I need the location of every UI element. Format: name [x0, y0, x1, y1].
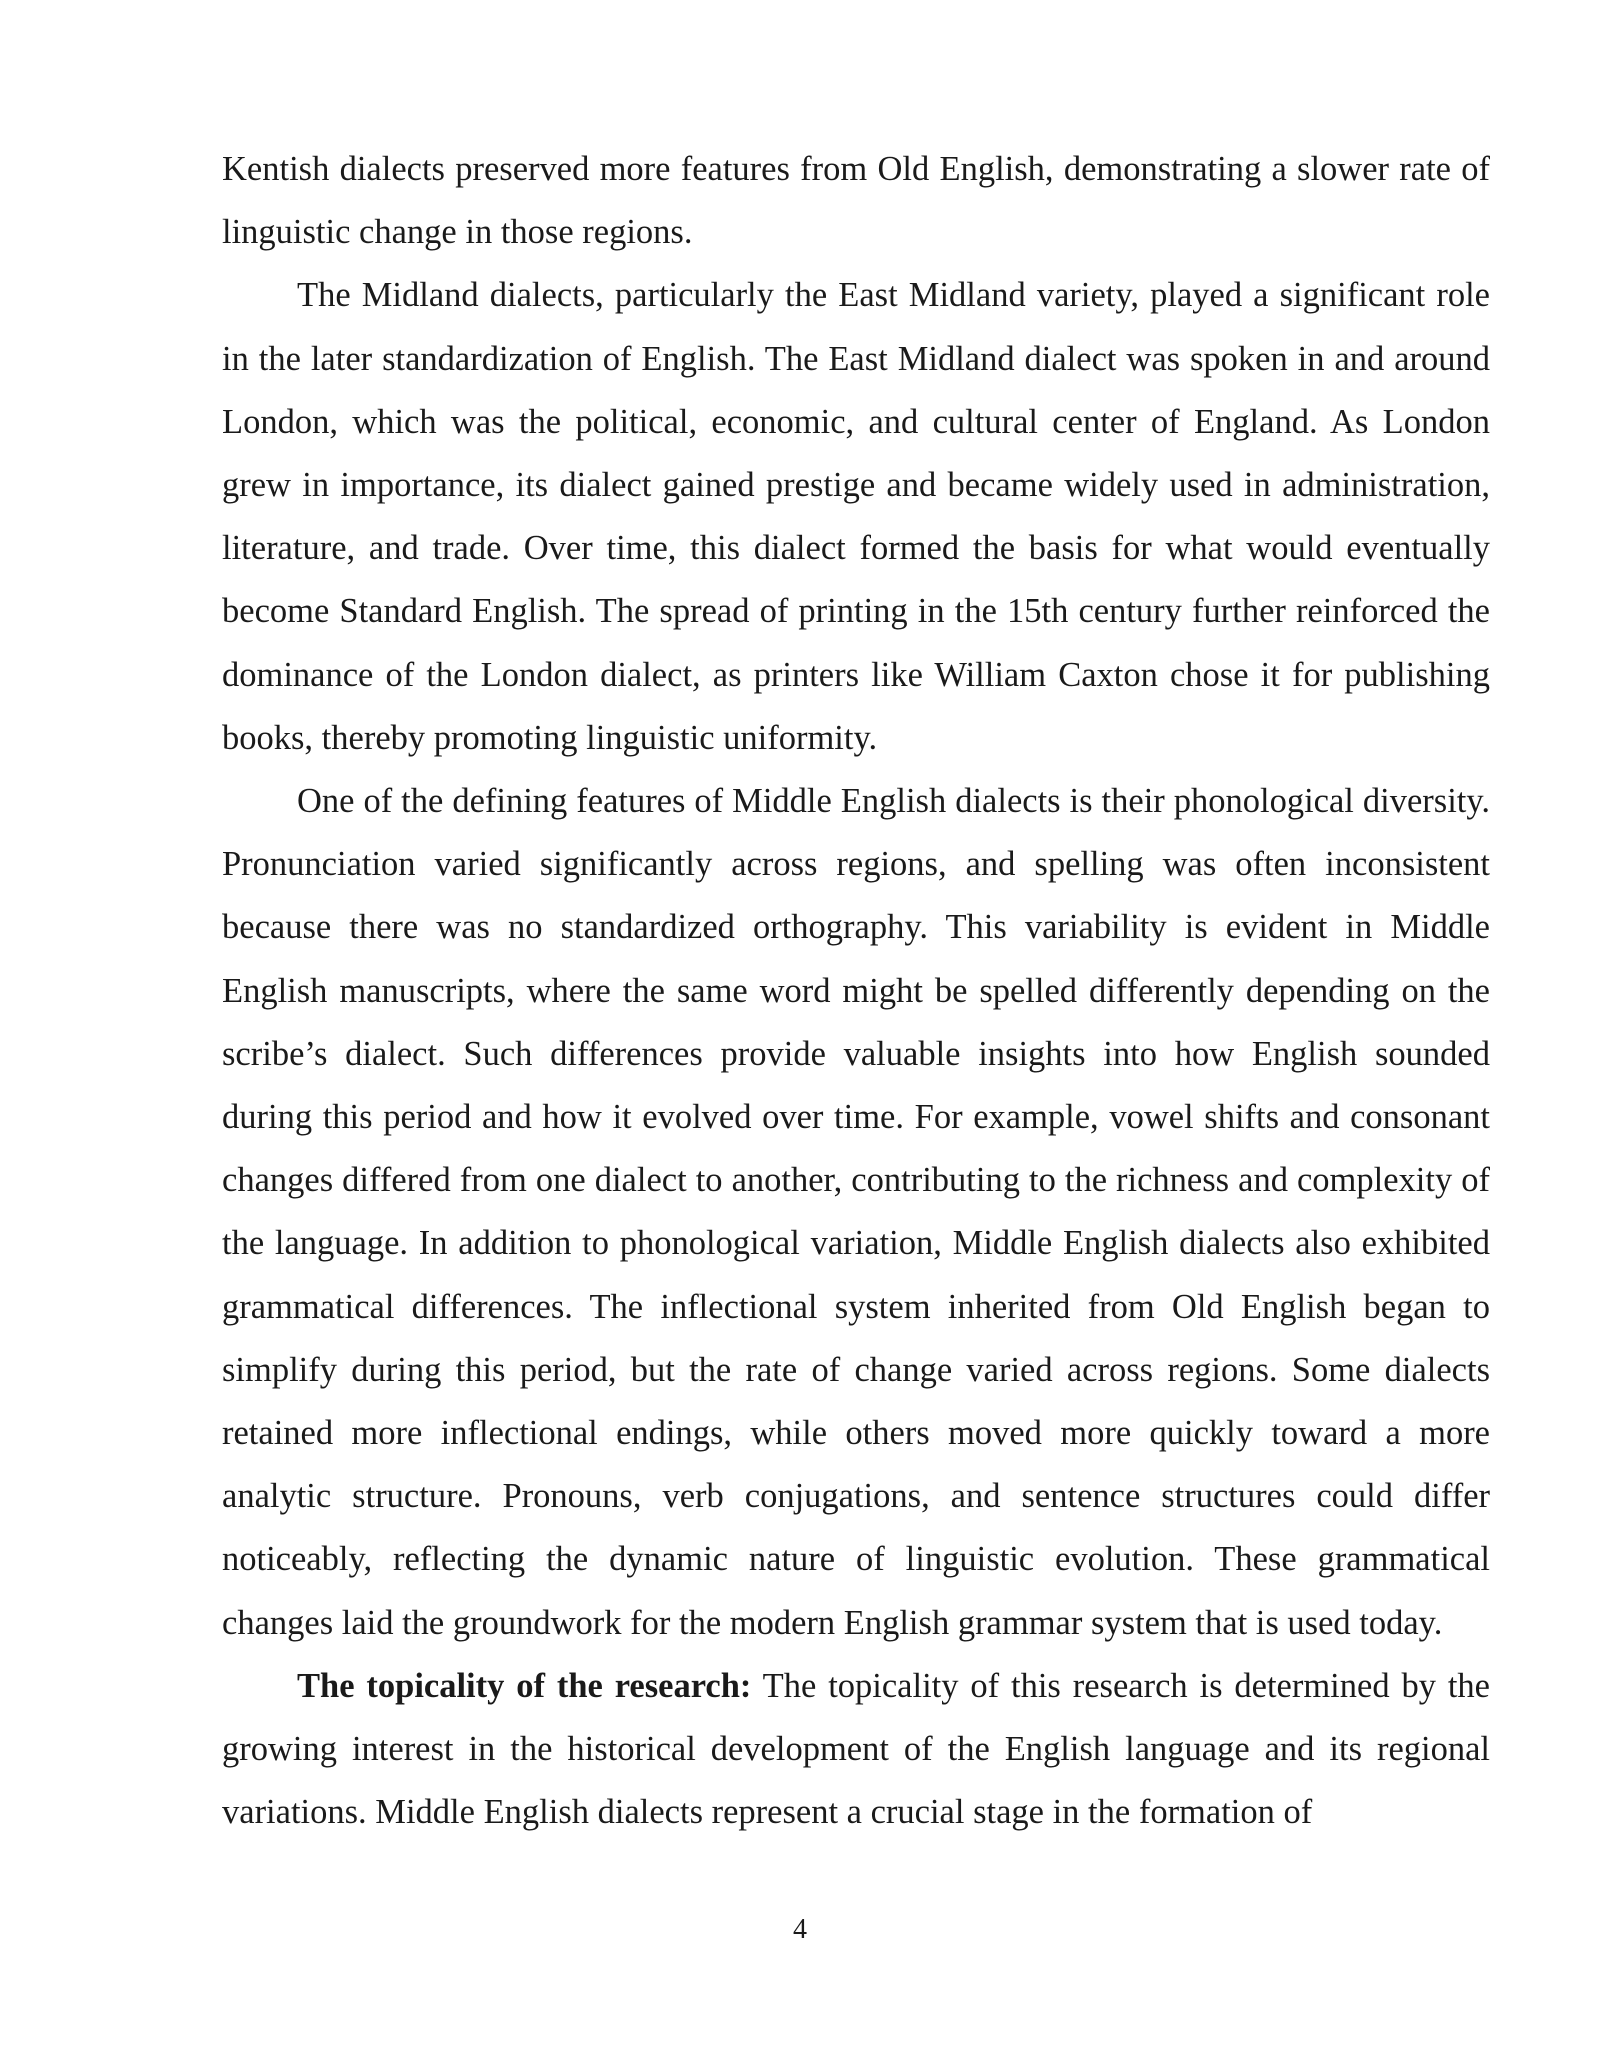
paragraph-2-text: The Midland dialects, particularly the East Midland variety, played a significant role in the later standardization of English. The East Midland dialect was spoken in and around London, which was the political, economic, and cultural center of England. As London grew in importance, its dialect gained prestige and became widely used in administration, literature, and trade. Over time, this dialect formed the basis for what would eventually become Standard English. The spread of printing in the 15th century further reinforced the dominance of the London dialect, as printers like William Caxton chose it for publishing books, thereby promoting linguistic uniformity. — [222, 276, 1490, 757]
paragraph-2 — [222, 264, 1490, 770]
body-text — [222, 138, 1490, 1844]
paragraph-4 — [222, 1655, 1490, 1845]
page-number: 4 — [793, 1914, 807, 1945]
paragraph-3 — [222, 770, 1490, 1655]
paragraph-4-text: The topicality of this research is determined by the growing interest in the historical development of the English language and its regional variations. Middle English dialects represent a crucial stage in the formation of — [222, 1666, 1490, 1832]
topicality-heading: The topicality of the research: — [297, 1666, 752, 1705]
paragraph-1-text: Kentish dialects preserved more features from Old English, demonstrating a slower rate of linguistic change in those regions. — [222, 150, 1490, 252]
paragraph-3-text: One of the defining features of Middle English dialects is their phonological diversity. Pronunciation varied significantly across regions, and spelling was often inconsistent because there was no standardized orthography. This variability is evident in Middle English manuscripts, where the same word might be spelled differently depending on the scribe’s dialect. Such differences provide valuable insights into how English sounded during this period and how it evolved over time. For example, vowel shifts and consonant changes differed from one dialect to another, contributing to the richness and complexity of the language. In addition to phonological variation, Middle English dialects also exhibited grammatical differences. The inflectional system inherited from Old English began to simplify during this period, but the rate of change varied across regions. Some dialects retained more inflectional endings, while others moved more quickly toward a more analytic structure. Pronouns, verb conjugations, and sentence structures could differ noticeably, reflecting the dynamic nature of linguistic evolution. These grammatical changes laid the groundwork for the modern English grammar system that is used today. — [222, 782, 1490, 1642]
paragraph-1 — [222, 138, 1490, 264]
